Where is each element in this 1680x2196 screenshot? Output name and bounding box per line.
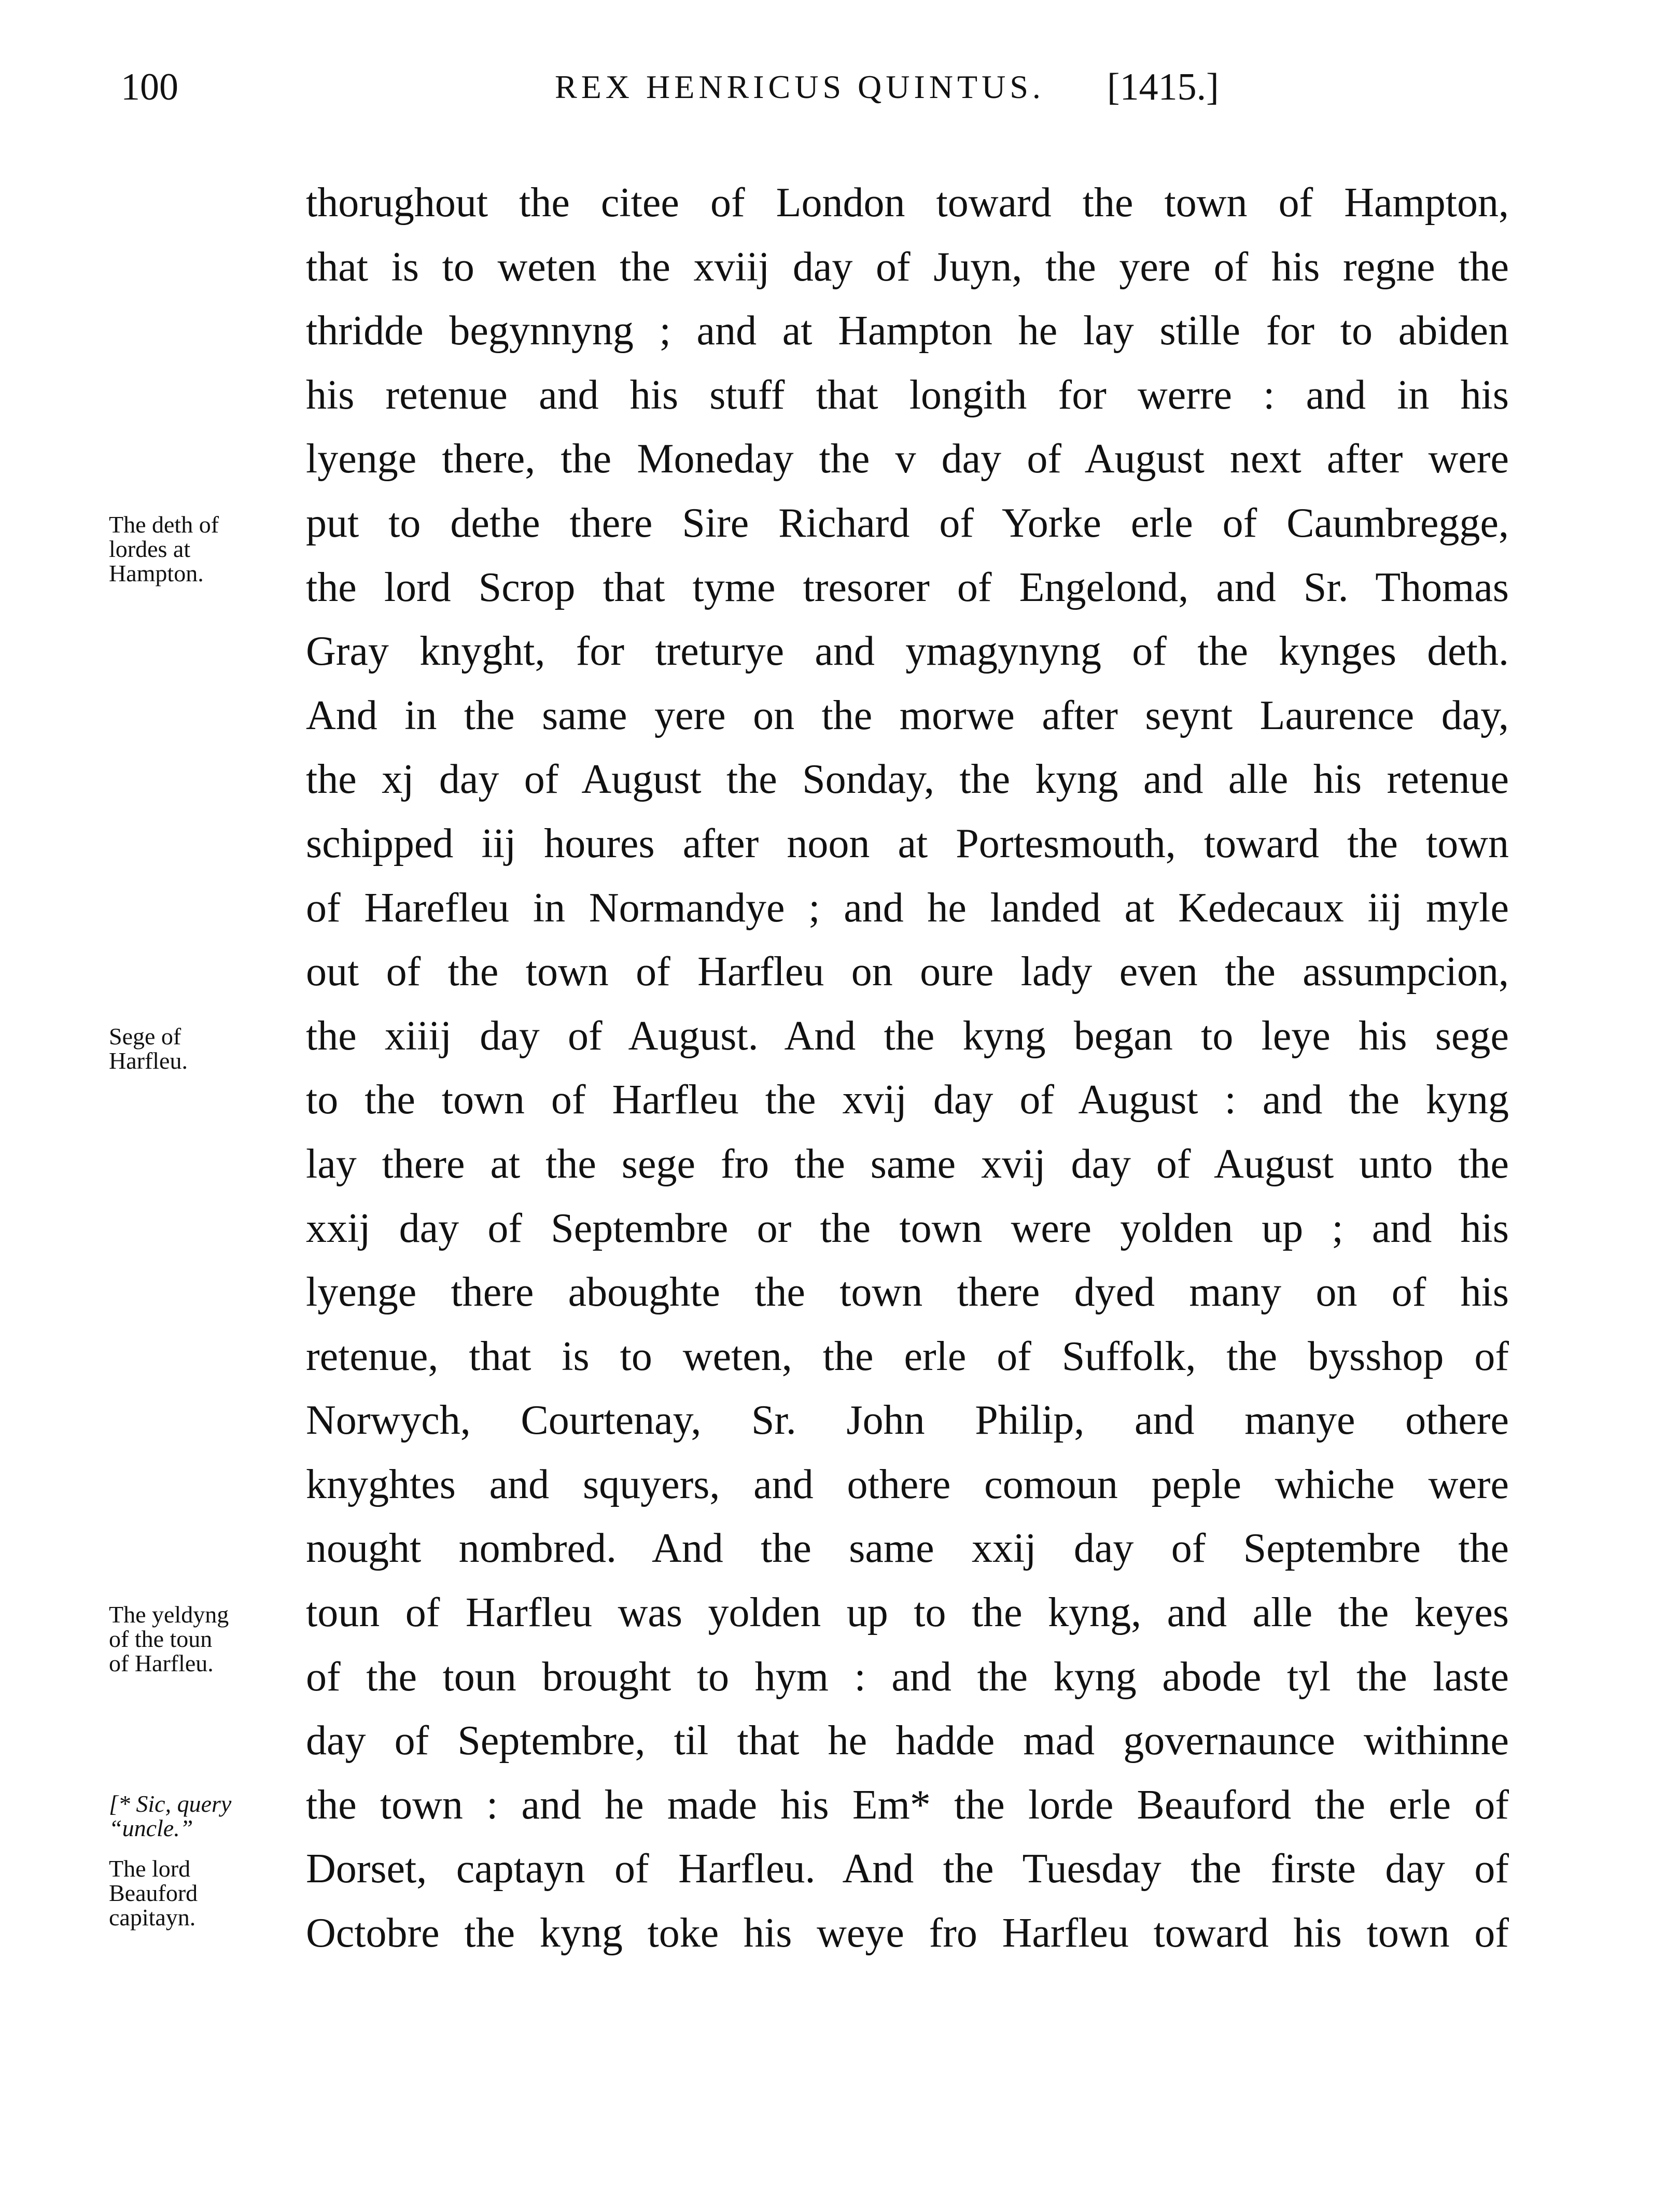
text-line: Octobre the kyng toke his weye fro Harfleu toward his town of xyxy=(306,1910,1509,1956)
text-line: the lord Scrop that tyme tresorer of Engelond, and Sr. Thomas xyxy=(306,564,1509,610)
text-line: Gray knyght, for treturye and ymagynyng of the kynges deth. xyxy=(306,628,1509,675)
margin-note-lord-beauford xyxy=(109,1856,296,1929)
text-line: the xj day of August the Sonday, the kyng and alle his retenue xyxy=(306,757,1509,803)
text-line: toun of Harfleu was yolden up to the kyng, and alle the keyes xyxy=(306,1590,1509,1636)
margin-note-line: capitayn. xyxy=(109,1904,196,1931)
margin-note-line: Harfleu. xyxy=(109,1047,188,1074)
running-year: [1415.] xyxy=(1107,66,1219,108)
margin-note-line: “uncle.” xyxy=(109,1815,193,1841)
margin-note-deth-of-lordes xyxy=(109,512,296,585)
text-line: the xiiij day of August. And the kyng began to leye his sege xyxy=(306,1013,1509,1059)
margin-note-line: Hampton. xyxy=(109,560,204,586)
text-line: lay there at the sege fro the same xvij day of August unto the xyxy=(306,1141,1509,1187)
text-line: retenue, that is to weten, the erle of Suffolk, the bysshop of xyxy=(306,1333,1509,1379)
text-line: day of Septembre, til that he hadde mad governaunce withinne xyxy=(306,1718,1509,1764)
text-line: thridde begynnyng ; and at Hampton he lay stille for to abiden xyxy=(306,308,1509,354)
margin-note-line: The lord xyxy=(109,1855,191,1882)
text-line: xxij day of Septembre or the town were yolden up ; and his xyxy=(306,1205,1509,1251)
margin-note-line: Beauford xyxy=(109,1880,198,1906)
margin-note-yeldyng xyxy=(109,1602,296,1675)
text-line: schipped iij houres after noon at Portesmouth, toward the town xyxy=(306,820,1509,866)
margin-note-sic-query xyxy=(109,1792,296,1840)
text-line: put to dethe there Sire Richard of Yorke erle of Caumbregge, xyxy=(306,500,1509,546)
running-title: REX HENRICUS QUINTUS. xyxy=(555,68,1045,105)
margin-note-line: The yeldyng xyxy=(109,1601,229,1628)
text-line: knyghtes and squyers, and othere comoun peple whiche were xyxy=(306,1461,1509,1507)
text-line: thorughout the citee of London toward the town of Hampton, xyxy=(306,180,1509,226)
text-line: lyenge there aboughte the town there dyed many on of his xyxy=(306,1269,1509,1316)
margin-note-line: of Harfleu. xyxy=(109,1650,214,1676)
text-line: his retenue and his stuff that longith for werre : and in his xyxy=(306,372,1509,418)
text-line: And in the same yere on the morwe after seynt Laurence day, xyxy=(306,692,1509,738)
text-line: nought nombred. And the same xxij day of Septembre the xyxy=(306,1526,1509,1572)
margin-note-line: lordes at xyxy=(109,536,191,562)
text-line: Norwych, Courtenay, Sr. John Philip, and manye othere xyxy=(306,1397,1509,1444)
text-line: of the toun brought to hym : and the kyng abode tyl the laste xyxy=(306,1654,1509,1700)
margin-note-line: [* Sic, query xyxy=(109,1791,232,1817)
text-line: Dorset, captayn of Harfleu. And the Tuesday the firste day of xyxy=(306,1846,1509,1892)
text-line: to the town of Harfleu the xvij day of August : and the kyng xyxy=(306,1077,1509,1123)
text-line: that is to weten the xviij day of Juyn, the yere of his regne the xyxy=(306,244,1509,290)
text-line: the town : and he made his Em* the lorde Beauford the erle of xyxy=(306,1782,1509,1828)
margin-note-line: The deth of xyxy=(109,511,219,538)
running-header xyxy=(0,61,1680,118)
body-text xyxy=(306,171,1509,1966)
page-number: 100 xyxy=(121,66,178,108)
text-line: of Harefleu in Normandye ; and he landed at Kedecaux iij myle xyxy=(306,885,1509,931)
text-line: lyenge there, the Moneday the v day of August next after were xyxy=(306,436,1509,482)
margin-note-line: of the toun xyxy=(109,1626,213,1652)
text-line: out of the town of Harfleu on oure lady even the assumpcion, xyxy=(306,949,1509,995)
margin-note-line: Sege of xyxy=(109,1023,181,1050)
margin-note-sege-of-harfleu xyxy=(109,1024,296,1073)
